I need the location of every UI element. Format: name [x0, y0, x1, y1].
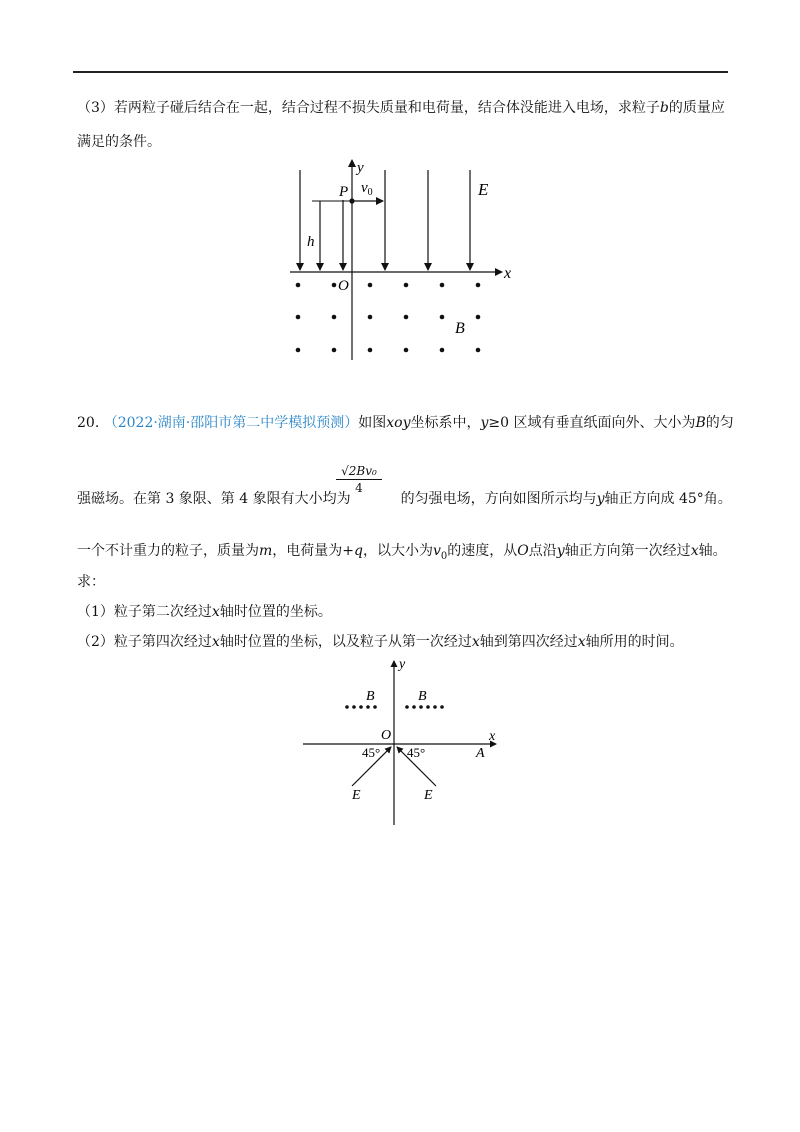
svg-text:y: y [357, 160, 364, 176]
svg-text:A: A [476, 746, 485, 761]
q20-line2: 强磁场。在第 3 象限、第 4 象限有大小均为 的匀强电场，方向如图所示均与y轴正方向成 45°角。 [77, 491, 732, 507]
svg-text:x: x [504, 265, 512, 282]
svg-text:P: P [339, 184, 349, 200]
svg-text:h: h [307, 234, 315, 250]
svg-text:E: E [478, 180, 489, 199]
svg-text:B: B [418, 689, 427, 704]
svg-text:y: y [399, 657, 406, 672]
svg-text:O: O [338, 278, 349, 294]
svg-text:E: E [352, 788, 361, 803]
svg-text:45°: 45° [362, 745, 381, 760]
q19-part3-line2: 满足的条件。 [77, 134, 161, 150]
q19-part3-line1: （3）若两粒子碰后结合在一起，结合过程不损失质量和电荷量，结合体没能进入电场，求粒子b的质量应 [77, 100, 725, 116]
q20-sub2: （2）粒子第四次经过x轴时位置的坐标，以及粒子从第一次经过x轴到第四次经过x轴所用的时间。 [77, 634, 684, 650]
q20-sub1: （1）粒子第二次经过x轴时位置的坐标。 [77, 604, 332, 620]
svg-text:O: O [381, 728, 392, 743]
svg-text:v0: $v_0$ [361, 180, 373, 198]
svg-text:B: B [455, 320, 465, 337]
q20-line1: 20. （2022·湖南·邵阳市第二中学模拟预测）如图xoy坐标系中，y≥0 区域有垂直纸面向外、大小为B的匀 [77, 415, 734, 431]
svg-text:E: E [424, 788, 433, 803]
field-fraction: √2Bv₀ 4 [336, 464, 382, 495]
svg-text:x: x [489, 729, 496, 744]
svg-text:B: B [366, 689, 375, 704]
q20-line4: 求： [77, 574, 105, 590]
q20-line3: 一个不计重力的粒子，质量为m，电荷量为+q，以大小为$v_0$的速度，从O点沿y轴正方向第一次经过x轴。 [77, 543, 727, 562]
svg-text:45°: 45° [407, 745, 426, 760]
q20-source: （2022·湖南·邵阳市第二中学模拟预测） [103, 415, 359, 431]
